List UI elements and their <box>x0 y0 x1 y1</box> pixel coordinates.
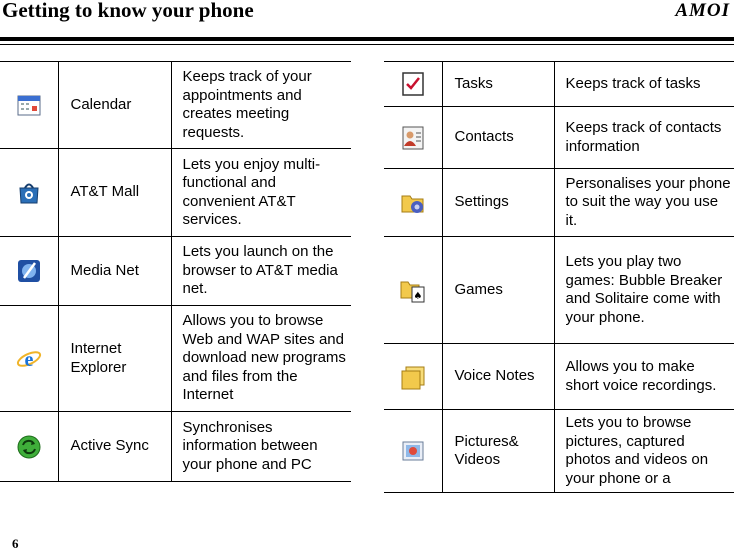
table-row <box>384 237 734 344</box>
games-name: Games <box>442 237 554 344</box>
table-row <box>384 344 734 410</box>
att-mall-icon <box>15 179 43 207</box>
att-mall-description: Lets you enjoy multi-functional and convenient AT&T services. <box>171 149 351 237</box>
table-row <box>0 62 351 149</box>
tasks-icon <box>399 70 427 98</box>
table-row <box>0 412 351 482</box>
att-mall-name: AT&T Mall <box>58 149 171 237</box>
table-row <box>384 62 734 107</box>
tasks-description: Keeps track of tasks <box>554 62 734 107</box>
tasks-name: Tasks <box>442 62 554 107</box>
settings-description: Personalises your phone to suit the way you use it. <box>554 169 734 237</box>
settings-name: Settings <box>442 169 554 237</box>
calendar-description: Keeps track of your appointments and creates meeting requests. <box>171 62 351 149</box>
header-rule-thick <box>0 37 734 41</box>
active-sync-description: Synchronises information between your phone and PC <box>171 412 351 482</box>
pictures-videos-name: Pictures& Videos <box>442 410 554 493</box>
table-row <box>0 306 351 412</box>
table-row <box>0 149 351 237</box>
media-net-icon <box>15 257 43 285</box>
settings-icon <box>399 189 427 217</box>
voice-notes-icon <box>399 363 427 391</box>
svg-text:♠: ♠ <box>413 291 423 302</box>
internet-explorer-name: Internet Explorer <box>58 306 171 412</box>
media-net-description: Lets you launch on the browser to AT&T media net. <box>171 237 351 306</box>
pictures-videos-icon <box>399 437 427 465</box>
media-net-name: Media Net <box>58 237 171 306</box>
games-description: Lets you play two games: Bubble Breaker and Solitaire come with your phone. <box>554 237 734 344</box>
calendar-name: Calendar <box>58 62 171 149</box>
voice-notes-description: Allows you to make short voice recordings. <box>554 344 734 410</box>
page-title: Getting to know your phone <box>2 0 254 22</box>
header-rule-thin <box>0 44 734 45</box>
amoi-logo: AMOI <box>675 0 730 21</box>
active-sync-icon <box>15 433 43 461</box>
svg-text:e: e <box>24 348 34 371</box>
games-icon <box>399 276 427 304</box>
contacts-name: Contacts <box>442 107 554 169</box>
contacts-description: Keeps track of contacts information <box>554 107 734 169</box>
page-number: 6 <box>12 536 19 551</box>
right-feature-table <box>384 61 734 493</box>
table-row <box>0 237 351 306</box>
internet-explorer-description: Allows you to browse Web and WAP sites and download new programs and files from the Internet <box>171 306 351 412</box>
left-feature-table <box>0 61 351 482</box>
internet-explorer-icon <box>15 345 43 373</box>
voice-notes-name: Voice Notes <box>442 344 554 410</box>
table-row <box>384 410 734 493</box>
contacts-icon <box>399 124 427 152</box>
table-row <box>384 107 734 169</box>
calendar-icon <box>15 91 43 119</box>
table-row <box>384 169 734 237</box>
active-sync-name: Active Sync <box>58 412 171 482</box>
pictures-videos-description: Lets you to browse pictures, captured photos and videos on your phone or a <box>554 410 734 493</box>
